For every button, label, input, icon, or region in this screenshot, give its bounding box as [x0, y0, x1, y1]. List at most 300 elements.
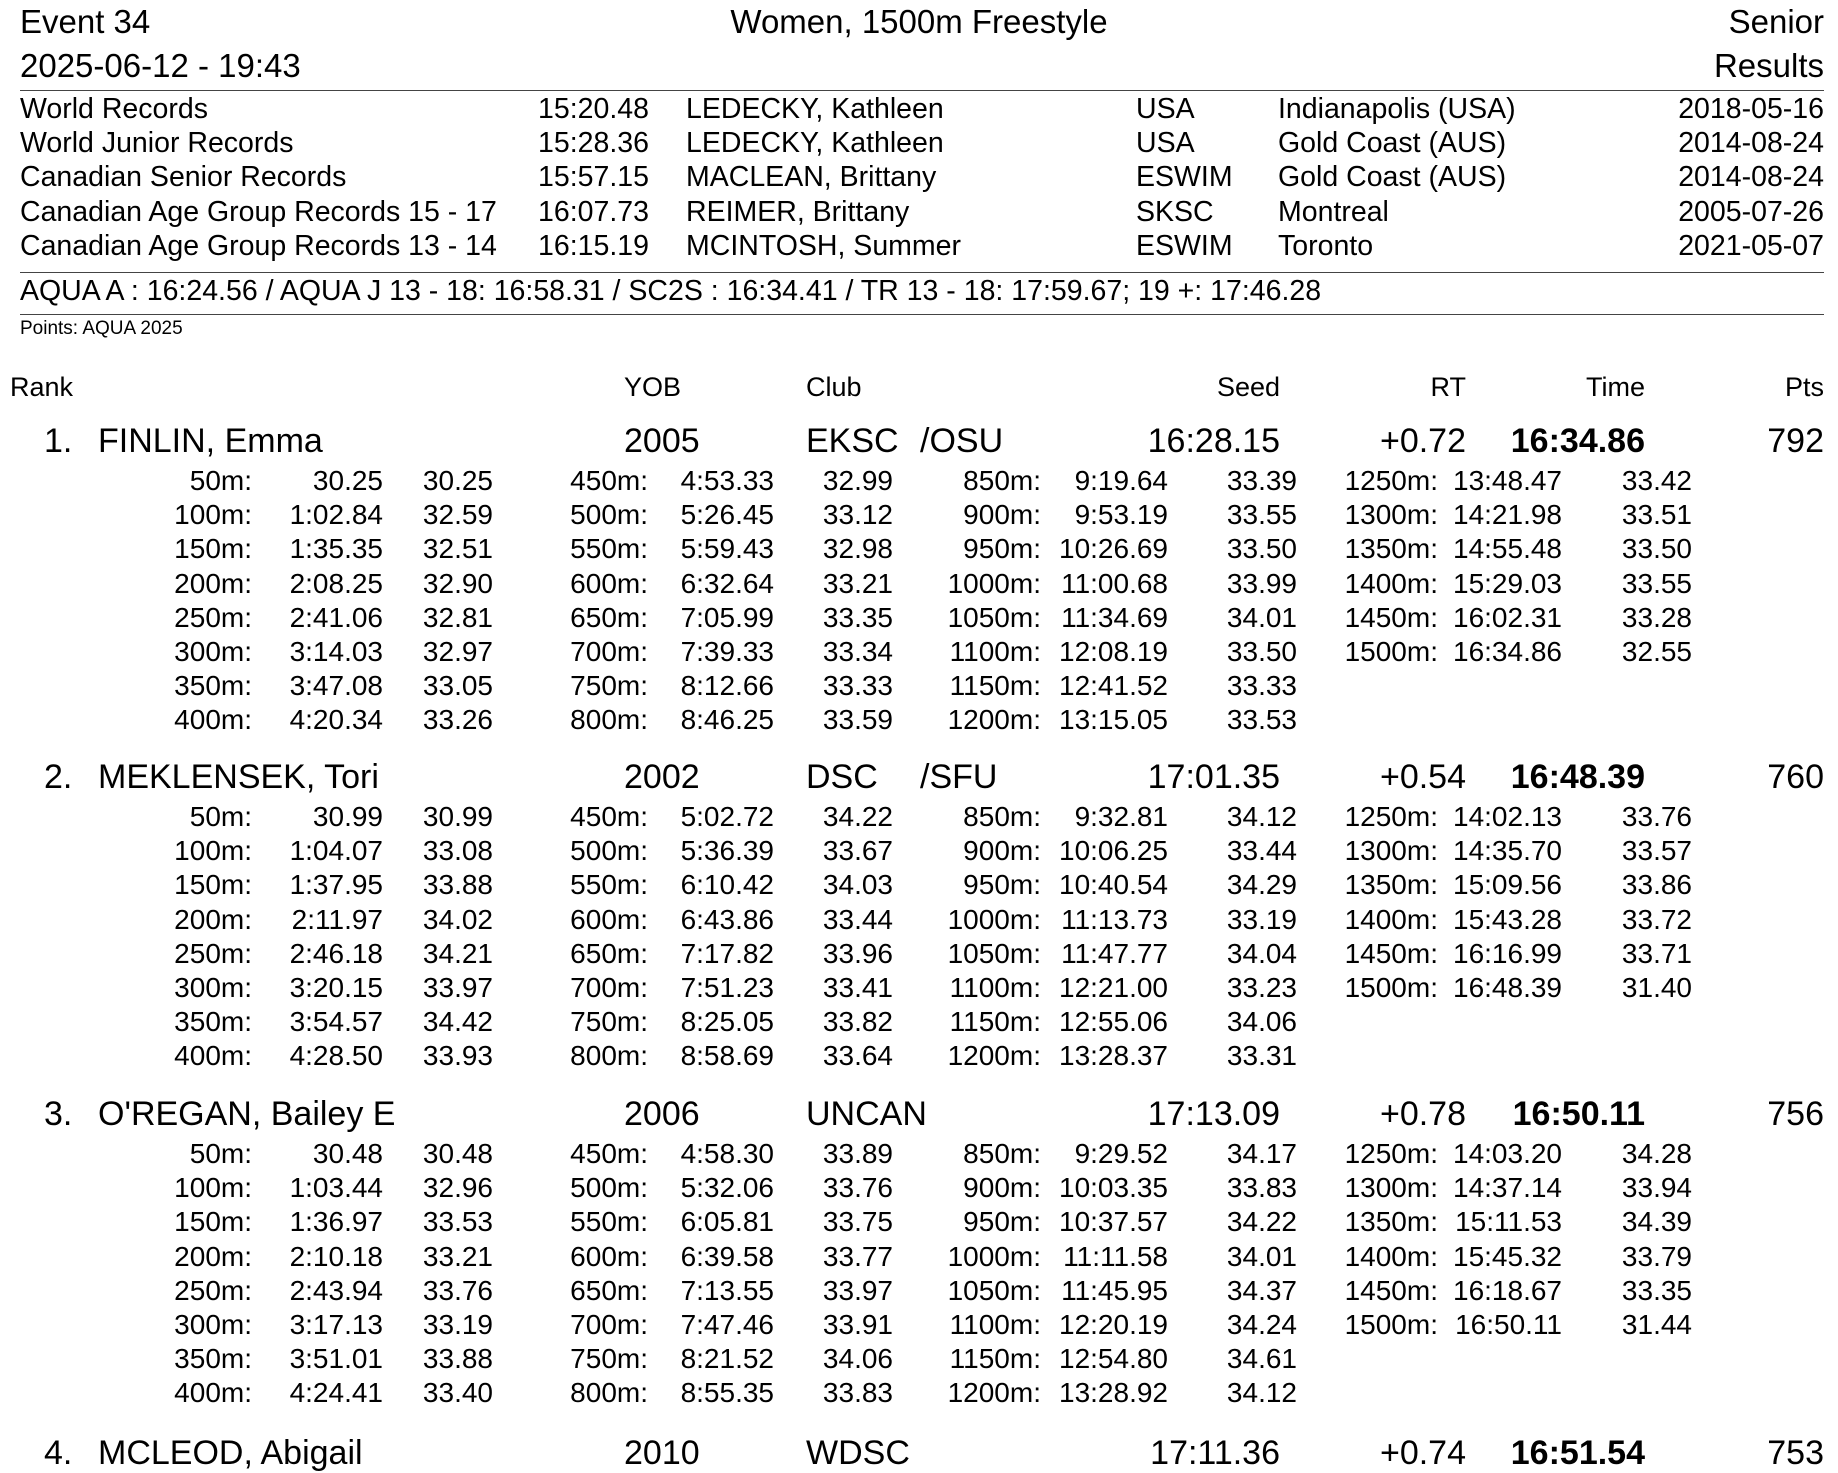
- split-distance: 800m:: [570, 1377, 648, 1409]
- split-distance: 50m:: [189, 801, 252, 832]
- split-cumulative-time: 4:20.34: [289, 704, 383, 736]
- split-cumulative-time: 6:43.86: [680, 903, 774, 935]
- split-distance: 500m:: [570, 835, 648, 867]
- split-distance: 1500m:: [1344, 972, 1438, 1003]
- category-label: Senior: [1728, 3, 1824, 40]
- split-cumulative-time: 7:51.23: [680, 972, 774, 1003]
- split-distance: 1350m:: [1344, 533, 1438, 565]
- split-distance: 1050m:: [947, 601, 1041, 633]
- split-lap-time: 33.79: [1621, 1240, 1692, 1272]
- split-lap-time: 33.08: [422, 835, 493, 867]
- split-distance: 950m:: [963, 869, 1041, 901]
- col-time: Time: [1586, 372, 1645, 402]
- club-code: EKSC: [806, 422, 899, 460]
- split-lap-time: 33.82: [822, 1006, 893, 1038]
- record-time: 15:20.48: [538, 93, 649, 125]
- split-distance: 900m:: [963, 1172, 1041, 1204]
- split-lap-time: 34.06: [822, 1343, 893, 1375]
- split-distance: 1300m:: [1344, 499, 1438, 531]
- split-distance: 1300m:: [1344, 835, 1438, 867]
- event-number: Event 34: [20, 3, 151, 40]
- split-distance: 150m:: [174, 1206, 252, 1238]
- split-cumulative-time: 15:29.03: [1453, 567, 1562, 599]
- split-lap-time: 32.96: [422, 1172, 493, 1204]
- split-cumulative-time: 6:39.58: [680, 1240, 774, 1272]
- split-lap-time: 33.31: [1226, 1040, 1297, 1072]
- standards-divider: [20, 314, 1824, 315]
- split-lap-time: 33.50: [1226, 533, 1297, 565]
- results-label: Results: [1713, 47, 1824, 84]
- records-divider: [20, 272, 1824, 273]
- split-distance: 1150m:: [949, 1343, 1041, 1375]
- split-cumulative-time: 2:46.18: [289, 937, 383, 969]
- split-lap-time: 33.93: [422, 1040, 493, 1072]
- split-distance: 150m:: [174, 533, 252, 565]
- split-distance: 250m:: [174, 601, 252, 633]
- split-cumulative-time: 5:02.72: [680, 801, 774, 832]
- split-lap-time: 33.72: [1621, 903, 1692, 935]
- split-distance: 400m:: [174, 1377, 252, 1409]
- split-distance: 1000m:: [947, 1240, 1041, 1272]
- split-cumulative-time: 11:13.73: [1061, 903, 1168, 935]
- final-time: 16:51.54: [1510, 1434, 1645, 1472]
- split-distance: 1450m:: [1344, 1274, 1438, 1306]
- record-label: World Records: [20, 93, 208, 125]
- points-note: Points: AQUA 2025: [20, 318, 183, 339]
- split-lap-time: 34.17: [1226, 1138, 1297, 1169]
- split-distance: 50m:: [189, 465, 252, 496]
- swimmer-name: MEKLENSEK, Tori: [98, 758, 379, 796]
- header-divider: [20, 90, 1824, 91]
- split-distance: 450m:: [570, 801, 648, 832]
- split-cumulative-time: 7:13.55: [680, 1274, 774, 1306]
- swimmer-name: O'REGAN, Bailey E: [98, 1095, 396, 1133]
- split-cumulative-time: 4:28.50: [289, 1040, 383, 1072]
- split-lap-time: 34.42: [422, 1006, 493, 1038]
- record-place: Montreal: [1278, 195, 1389, 228]
- split-lap-time: 31.44: [1621, 1309, 1692, 1340]
- split-distance: 400m:: [174, 1040, 252, 1072]
- split-cumulative-time: 12:20.19: [1059, 1309, 1168, 1340]
- split-cumulative-time: 11:45.95: [1061, 1274, 1168, 1306]
- split-cumulative-time: 2:08.25: [289, 567, 383, 599]
- split-cumulative-time: 5:32.06: [680, 1172, 774, 1204]
- split-distance: 950m:: [963, 533, 1041, 565]
- split-distance: 450m:: [570, 465, 648, 496]
- split-lap-time: 33.21: [822, 567, 893, 599]
- record-time: 16:15.19: [538, 229, 649, 262]
- split-distance: 350m:: [174, 670, 252, 702]
- split-lap-time: 34.61: [1226, 1343, 1297, 1375]
- col-club: Club: [806, 372, 862, 402]
- split-cumulative-time: 8:58.69: [680, 1040, 774, 1072]
- split-lap-time: 33.83: [822, 1377, 893, 1409]
- split-lap-time: 32.90: [422, 567, 493, 599]
- seed-time: 17:13.09: [1147, 1095, 1280, 1133]
- split-lap-time: 33.88: [422, 869, 493, 901]
- record-place: Toronto: [1278, 229, 1374, 262]
- record-club: USA: [1136, 93, 1195, 125]
- split-distance: 850m:: [963, 465, 1041, 496]
- split-cumulative-time: 13:15.05: [1059, 704, 1168, 736]
- split-lap-time: 34.12: [1226, 801, 1297, 832]
- split-distance: 1450m:: [1344, 937, 1438, 969]
- split-distance: 1500m:: [1344, 1309, 1438, 1340]
- split-lap-time: 33.40: [422, 1377, 493, 1409]
- split-distance: 700m:: [570, 1309, 648, 1340]
- split-lap-time: 33.67: [822, 835, 893, 867]
- split-lap-time: 33.26: [422, 704, 493, 736]
- split-distance: 1100m:: [949, 972, 1041, 1003]
- split-cumulative-time: 14:21.98: [1453, 499, 1562, 531]
- record-holder: MCINTOSH, Summer: [686, 229, 961, 262]
- split-cumulative-time: 1:03.44: [289, 1172, 383, 1204]
- split-cumulative-time: 13:28.92: [1059, 1377, 1168, 1409]
- split-cumulative-time: 6:32.64: [680, 567, 774, 599]
- split-cumulative-time: 3:14.03: [289, 636, 383, 667]
- split-distance: 1250m:: [1344, 1138, 1438, 1169]
- record-label: Canadian Age Group Records 15 - 17: [20, 195, 497, 228]
- split-cumulative-time: 14:03.20: [1453, 1138, 1562, 1169]
- reaction-time: +0.78: [1379, 1095, 1466, 1133]
- split-cumulative-time: 11:47.77: [1061, 937, 1168, 969]
- split-lap-time: 34.37: [1226, 1274, 1297, 1306]
- split-lap-time: 33.86: [1621, 869, 1692, 901]
- split-distance: 900m:: [963, 499, 1041, 531]
- split-lap-time: 33.71: [1621, 937, 1692, 969]
- split-lap-time: 32.59: [422, 499, 493, 531]
- split-distance: 250m:: [174, 937, 252, 969]
- split-cumulative-time: 5:36.39: [680, 835, 774, 867]
- record-label: Canadian Age Group Records 13 - 14: [20, 229, 497, 262]
- split-cumulative-time: 1:02.84: [289, 499, 383, 531]
- split-lap-time: 33.19: [422, 1309, 493, 1340]
- split-lap-time: 34.28: [1621, 1138, 1692, 1169]
- split-lap-time: 32.99: [822, 465, 893, 496]
- split-distance: 650m:: [570, 1274, 648, 1306]
- split-cumulative-time: 14:35.70: [1453, 835, 1562, 867]
- split-distance: 900m:: [963, 835, 1041, 867]
- split-distance: 600m:: [570, 567, 648, 599]
- split-cumulative-time: 12:08.19: [1059, 636, 1168, 667]
- split-distance: 750m:: [570, 670, 648, 702]
- split-distance: 450m:: [570, 1138, 648, 1169]
- split-cumulative-time: 4:53.33: [680, 465, 774, 496]
- split-cumulative-time: 15:43.28: [1453, 903, 1562, 935]
- split-distance: 150m:: [174, 869, 252, 901]
- split-lap-time: 33.57: [1621, 835, 1692, 867]
- split-distance: 350m:: [174, 1343, 252, 1375]
- record-time: 16:07.73: [538, 195, 649, 228]
- split-distance: 1050m:: [947, 937, 1041, 969]
- split-cumulative-time: 12:55.06: [1059, 1006, 1168, 1038]
- split-distance: 750m:: [570, 1006, 648, 1038]
- split-cumulative-time: 2:10.18: [289, 1240, 383, 1272]
- split-lap-time: 33.42: [1621, 465, 1692, 496]
- record-date: 2014-08-24: [1678, 127, 1824, 160]
- split-lap-time: 34.22: [1226, 1206, 1297, 1238]
- split-distance: 1350m:: [1344, 869, 1438, 901]
- record-holder: LEDECKY, Kathleen: [686, 127, 944, 160]
- split-cumulative-time: 13:28.37: [1059, 1040, 1168, 1072]
- split-cumulative-time: 15:45.32: [1453, 1240, 1562, 1272]
- split-distance: 650m:: [570, 601, 648, 633]
- split-distance: 300m:: [174, 972, 252, 1003]
- split-lap-time: 32.81: [422, 601, 493, 633]
- split-cumulative-time: 3:54.57: [289, 1006, 383, 1038]
- split-cumulative-time: 5:59.43: [680, 533, 774, 565]
- split-cumulative-time: 12:54.80: [1059, 1343, 1168, 1375]
- split-distance: 1200m:: [947, 1040, 1041, 1072]
- split-lap-time: 33.75: [822, 1206, 893, 1238]
- split-lap-time: 30.25: [422, 465, 493, 496]
- split-cumulative-time: 15:09.56: [1453, 869, 1562, 901]
- split-lap-time: 34.01: [1226, 1240, 1297, 1272]
- split-lap-time: 32.97: [422, 636, 493, 667]
- split-distance: 100m:: [174, 835, 252, 867]
- split-cumulative-time: 3:17.13: [289, 1309, 383, 1340]
- split-lap-time: 33.44: [1226, 835, 1297, 867]
- record-holder: LEDECKY, Kathleen: [686, 93, 944, 125]
- split-cumulative-time: 3:20.15: [289, 972, 383, 1003]
- col-rank: Rank: [10, 372, 74, 402]
- record-date: 2005-07-26: [1678, 195, 1824, 228]
- split-cumulative-time: 5:26.45: [680, 499, 774, 531]
- final-time: 16:48.39: [1510, 758, 1645, 796]
- split-cumulative-time: 6:05.81: [680, 1206, 774, 1238]
- split-distance: 1400m:: [1344, 1240, 1438, 1272]
- split-lap-time: 33.05: [422, 670, 493, 702]
- split-lap-time: 34.12: [1226, 1377, 1297, 1409]
- split-distance: 1500m:: [1344, 636, 1438, 667]
- year-of-birth: 2006: [624, 1095, 700, 1133]
- split-cumulative-time: 8:25.05: [680, 1006, 774, 1038]
- split-distance: 1350m:: [1344, 1206, 1438, 1238]
- split-lap-time: 33.59: [822, 704, 893, 736]
- col-yob: YOB: [624, 372, 682, 402]
- points: 760: [1767, 758, 1824, 796]
- record-club: ESWIM: [1136, 161, 1233, 194]
- event-title: Women, 1500m Freestyle: [730, 3, 1108, 40]
- split-distance: 200m:: [174, 1240, 252, 1272]
- split-distance: 1400m:: [1344, 903, 1438, 935]
- split-cumulative-time: 7:39.33: [680, 636, 774, 667]
- year-of-birth: 2005: [624, 422, 700, 460]
- split-distance: 200m:: [174, 567, 252, 599]
- seed-time: 17:11.36: [1150, 1434, 1280, 1472]
- split-lap-time: 33.83: [1226, 1172, 1297, 1204]
- split-lap-time: 33.50: [1621, 533, 1692, 565]
- split-cumulative-time: 10:37.57: [1059, 1206, 1168, 1238]
- split-lap-time: 33.33: [1226, 670, 1297, 702]
- split-cumulative-time: 10:26.69: [1059, 533, 1168, 565]
- split-lap-time: 33.89: [822, 1138, 893, 1169]
- points: 753: [1767, 1434, 1824, 1472]
- split-lap-time: 34.39: [1621, 1206, 1692, 1238]
- record-time: 15:28.36: [538, 127, 649, 160]
- split-lap-time: 33.53: [422, 1206, 493, 1238]
- split-cumulative-time: 12:41.52: [1059, 670, 1168, 702]
- split-lap-time: 33.39: [1226, 465, 1297, 496]
- split-distance: 300m:: [174, 636, 252, 667]
- split-distance: 700m:: [570, 972, 648, 1003]
- split-lap-time: 33.91: [822, 1309, 893, 1340]
- split-distance: 950m:: [963, 1206, 1041, 1238]
- club-code: DSC: [806, 758, 878, 796]
- split-distance: 1100m:: [949, 636, 1041, 667]
- col-pts: Pts: [1784, 372, 1824, 402]
- split-lap-time: 33.34: [822, 636, 893, 667]
- split-cumulative-time: 9:53.19: [1074, 499, 1168, 531]
- split-lap-time: 30.99: [422, 801, 493, 832]
- split-distance: 400m:: [174, 704, 252, 736]
- split-cumulative-time: 30.99: [312, 801, 383, 832]
- split-distance: 1400m:: [1344, 567, 1438, 599]
- split-lap-time: 34.22: [822, 801, 893, 832]
- split-cumulative-time: 9:32.81: [1074, 801, 1168, 832]
- result-rank: 1.: [44, 422, 73, 460]
- split-lap-time: 32.98: [822, 533, 893, 565]
- split-distance: 500m:: [570, 499, 648, 531]
- result-rank: 2.: [44, 758, 73, 796]
- split-lap-time: 34.01: [1226, 601, 1297, 633]
- club-code: WDSC: [806, 1434, 910, 1472]
- split-lap-time: 34.21: [422, 937, 493, 969]
- split-lap-time: 33.96: [822, 937, 893, 969]
- split-cumulative-time: 16:18.67: [1453, 1274, 1562, 1306]
- split-distance: 550m:: [570, 533, 648, 565]
- split-lap-time: 33.77: [822, 1240, 893, 1272]
- record-holder: REIMER, Brittany: [686, 195, 910, 228]
- split-distance: 600m:: [570, 1240, 648, 1272]
- split-cumulative-time: 16:16.99: [1453, 937, 1562, 969]
- split-distance: 1250m:: [1344, 465, 1438, 496]
- split-lap-time: 33.35: [1621, 1274, 1692, 1306]
- split-distance: 600m:: [570, 903, 648, 935]
- split-lap-time: 33.28: [1621, 601, 1692, 633]
- split-lap-time: 33.35: [822, 601, 893, 633]
- split-distance: 1000m:: [947, 903, 1041, 935]
- split-cumulative-time: 6:10.42: [680, 869, 774, 901]
- split-lap-time: 32.55: [1621, 636, 1692, 667]
- seed-time: 17:01.35: [1147, 758, 1280, 796]
- split-lap-time: 33.53: [1226, 704, 1297, 736]
- record-club: SKSC: [1136, 195, 1214, 228]
- split-distance: 1150m:: [949, 1006, 1041, 1038]
- split-cumulative-time: 1:37.95: [289, 869, 383, 901]
- event-datetime: 2025-06-12 - 19:43: [20, 47, 301, 84]
- split-lap-time: 33.23: [1226, 972, 1297, 1003]
- split-distance: 300m:: [174, 1309, 252, 1340]
- record-date: 2021-05-07: [1678, 229, 1824, 262]
- split-lap-time: 33.88: [422, 1343, 493, 1375]
- split-lap-time: 33.64: [822, 1040, 893, 1072]
- time-standards: AQUA A : 16:24.56 / AQUA J 13 - 18: 16:58.31 / SC2S : 16:34.41 / TR 13 - 18: 17:59.67; 19 +: 17:46.28: [20, 275, 1322, 307]
- split-distance: 1100m:: [949, 1309, 1041, 1340]
- split-lap-time: 33.21: [422, 1240, 493, 1272]
- split-distance: 50m:: [189, 1138, 252, 1169]
- split-cumulative-time: 7:05.99: [680, 601, 774, 633]
- record-date: 2014-08-24: [1678, 161, 1824, 194]
- split-cumulative-time: 12:21.00: [1059, 972, 1168, 1003]
- split-cumulative-time: 9:19.64: [1074, 465, 1168, 496]
- split-lap-time: 32.51: [422, 533, 493, 565]
- record-holder: MACLEAN, Brittany: [686, 161, 937, 194]
- split-distance: 1200m:: [947, 704, 1041, 736]
- split-cumulative-time: 30.48: [312, 1138, 383, 1169]
- split-distance: 550m:: [570, 869, 648, 901]
- club-affiliation: /OSU: [920, 422, 1004, 460]
- reaction-time: +0.54: [1379, 758, 1466, 796]
- split-cumulative-time: 8:46.25: [680, 704, 774, 736]
- record-label: Canadian Senior Records: [20, 161, 347, 194]
- split-lap-time: 34.02: [422, 903, 493, 935]
- split-cumulative-time: 4:24.41: [289, 1377, 383, 1409]
- seed-time: 16:28.15: [1147, 422, 1280, 460]
- split-distance: 1000m:: [947, 567, 1041, 599]
- split-cumulative-time: 7:47.46: [680, 1309, 774, 1340]
- split-distance: 500m:: [570, 1172, 648, 1204]
- split-cumulative-time: 7:17.82: [680, 937, 774, 969]
- split-cumulative-time: 2:11.97: [291, 903, 383, 935]
- split-distance: 100m:: [174, 1172, 252, 1204]
- split-distance: 200m:: [174, 903, 252, 935]
- split-cumulative-time: 16:34.86: [1453, 636, 1562, 667]
- club-code: UNCAN: [806, 1095, 927, 1133]
- split-cumulative-time: 11:34.69: [1061, 601, 1168, 633]
- split-cumulative-time: 1:35.35: [289, 533, 383, 565]
- split-cumulative-time: 9:29.52: [1074, 1138, 1168, 1169]
- split-cumulative-time: 1:04.07: [289, 835, 383, 867]
- split-distance: 750m:: [570, 1343, 648, 1375]
- club-affiliation: /SFU: [920, 758, 998, 796]
- split-cumulative-time: 2:43.94: [289, 1274, 383, 1306]
- split-lap-time: 31.40: [1621, 972, 1692, 1003]
- split-distance: 1450m:: [1344, 601, 1438, 633]
- split-lap-time: 33.99: [1226, 567, 1297, 599]
- record-date: 2018-05-16: [1678, 93, 1824, 125]
- split-lap-time: 33.97: [822, 1274, 893, 1306]
- split-distance: 350m:: [174, 1006, 252, 1038]
- reaction-time: +0.72: [1379, 422, 1466, 460]
- split-cumulative-time: 15:11.53: [1455, 1206, 1562, 1238]
- split-lap-time: 34.24: [1226, 1309, 1297, 1340]
- col-seed: Seed: [1216, 372, 1280, 402]
- split-lap-time: 33.94: [1621, 1172, 1692, 1204]
- split-lap-time: 33.41: [822, 972, 893, 1003]
- swimmer-name: MCLEOD, Abigail: [98, 1434, 363, 1472]
- split-cumulative-time: 8:12.66: [680, 670, 774, 702]
- split-cumulative-time: 16:50.11: [1455, 1309, 1562, 1340]
- record-club: ESWIM: [1136, 229, 1233, 262]
- points: 756: [1767, 1095, 1824, 1133]
- split-cumulative-time: 16:48.39: [1453, 972, 1562, 1003]
- split-cumulative-time: 2:41.06: [289, 601, 383, 633]
- split-lap-time: 34.04: [1226, 937, 1297, 969]
- split-cumulative-time: 13:48.47: [1453, 465, 1562, 496]
- year-of-birth: 2010: [624, 1434, 700, 1472]
- split-cumulative-time: 8:55.35: [680, 1377, 774, 1409]
- split-lap-time: 30.48: [422, 1138, 493, 1169]
- record-label: World Junior Records: [20, 127, 294, 160]
- split-cumulative-time: 10:40.54: [1059, 869, 1168, 901]
- split-lap-time: 33.19: [1226, 903, 1297, 935]
- split-distance: 250m:: [174, 1274, 252, 1306]
- split-cumulative-time: 1:36.97: [289, 1206, 383, 1238]
- split-distance: 1250m:: [1344, 801, 1438, 832]
- split-distance: 800m:: [570, 1040, 648, 1072]
- record-place: Gold Coast (AUS): [1278, 127, 1507, 160]
